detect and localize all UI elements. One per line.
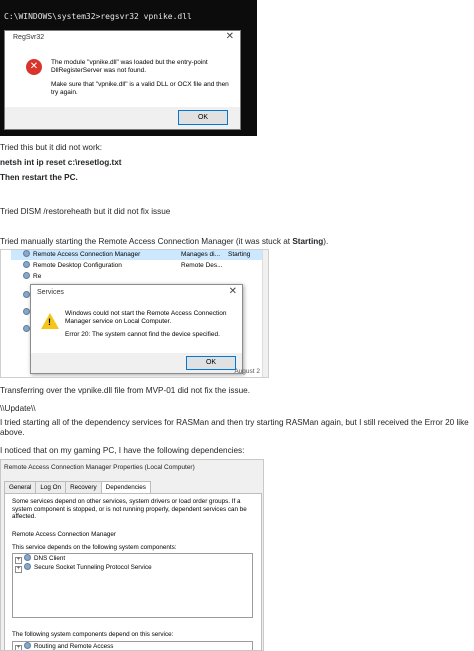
service-status: Starting: [228, 251, 251, 258]
expand-icon[interactable]: +: [16, 566, 21, 572]
dialog-title: Services: [37, 289, 64, 296]
service-icon: [23, 291, 30, 298]
close-icon[interactable]: ✕: [225, 31, 234, 42]
properties-screenshot: [0, 459, 264, 651]
services-screenshot: [0, 249, 269, 378]
services-error-dialog: [30, 284, 243, 374]
tree-item[interactable]: [13, 563, 252, 572]
post-text: Transferring over the vpnike.dll file from MVP-01 did not fix the issue.: [0, 386, 250, 395]
service-icon: [23, 308, 30, 315]
service-icon: [24, 563, 31, 570]
date-fragment: August 2: [234, 368, 260, 375]
post-text: I tried starting all of the dependency services for RASMan and then try starting RASMan again, but I still received the Error 20 like above.: [0, 418, 469, 437]
error-icon: ✕: [26, 59, 42, 75]
window-title: Remote Access Connection Manager Properties (Local Computer): [4, 464, 195, 471]
tree-item-label: DNS Client: [34, 555, 66, 562]
scrollbar[interactable]: [262, 250, 268, 378]
post-text: I noticed that on my gaming PC, I have the following dependencies:: [0, 446, 245, 455]
dialog-message: Windows could not start the Remote Access Connection Manager service on Local Computer.: [65, 310, 227, 325]
service-name: Remote Access Connection Manager: [33, 251, 141, 258]
dependents-tree[interactable]: [12, 641, 253, 651]
service-name: Remote Access Connection Manager: [12, 531, 116, 538]
tab-recovery[interactable]: Recovery: [65, 481, 102, 493]
service-icon: [24, 554, 31, 561]
tree-item-label: Routing and Remote Access: [34, 643, 114, 650]
service-row[interactable]: [11, 250, 266, 260]
dialog-error-code: Error 20: The system cannot find the device specified.: [65, 331, 220, 338]
post-text-part: Tried manually starting the Remote Access Connection Manager (it was stuck at: [0, 237, 293, 246]
dependencies-description: Some services depend on other services, system drivers or load order groups. If a system component is stopped, or is not running properly, dependent services can be affected.: [12, 498, 247, 520]
dialog-footer: [5, 107, 240, 129]
service-icon: [23, 325, 30, 332]
post-code: netsh int ip reset c:\resetlog.txt: [0, 158, 122, 167]
service-icon: [23, 250, 30, 257]
dialog-message: Make sure that "vpnike.dll" is a valid DLL or OCX file and then try again.: [51, 81, 229, 96]
post-text-bold: Starting: [292, 237, 324, 246]
dependents-label: The following system components depend on this service:: [12, 631, 174, 638]
dialog-footer: [31, 353, 242, 373]
regsvr32-screenshot: [0, 0, 257, 136]
tab-bar: [4, 481, 150, 493]
post-text: [0, 237, 328, 246]
post-text: Tried this but it did not work:: [0, 143, 103, 152]
tab-dependencies[interactable]: Dependencies: [101, 481, 151, 493]
tab-general[interactable]: General: [4, 481, 36, 493]
service-icon: [23, 261, 30, 268]
service-description: Remote Des...: [181, 262, 223, 269]
post-text: Tried DISM /restoreheath but it did not fix issue: [0, 207, 171, 216]
ok-button[interactable]: OK: [186, 356, 236, 370]
tab-log-on[interactable]: Log On: [35, 481, 66, 493]
service-name: Remote Desktop Configuration: [33, 262, 122, 269]
tree-item[interactable]: [13, 554, 252, 563]
service-description: Manages di...: [181, 251, 221, 258]
dependencies-panel: [4, 493, 262, 651]
expand-icon[interactable]: +: [16, 645, 21, 651]
dialog-title: RegSvr32: [13, 34, 45, 41]
command-prompt-line: C:\WINDOWS\system32>regsvr32 vpnike.dll: [4, 12, 192, 21]
service-row[interactable]: [11, 272, 266, 282]
service-name: Re: [33, 273, 42, 280]
depends-on-tree[interactable]: [12, 553, 253, 618]
service-row[interactable]: [11, 261, 266, 271]
service-icon: [24, 642, 31, 649]
post-text: \\Update\\: [0, 404, 36, 413]
tree-item-label: Secure Socket Tunneling Protocol Service: [34, 564, 152, 571]
regsvr32-dialog: [4, 30, 241, 130]
depends-on-label: This service depends on the following system components:: [12, 544, 177, 551]
tree-item[interactable]: [13, 642, 252, 651]
expand-icon[interactable]: +: [16, 557, 21, 563]
post-text-part: ).: [323, 237, 329, 246]
warning-icon-mark: !: [48, 317, 51, 327]
post-text: Then restart the PC.: [0, 173, 78, 182]
ok-button[interactable]: OK: [178, 110, 228, 125]
dialog-message: The module "vpnike.dll" was loaded but the entry-point DllRegisterServer was not found.: [51, 59, 208, 74]
service-icon: [23, 272, 30, 279]
close-icon[interactable]: ✕: [228, 286, 237, 297]
